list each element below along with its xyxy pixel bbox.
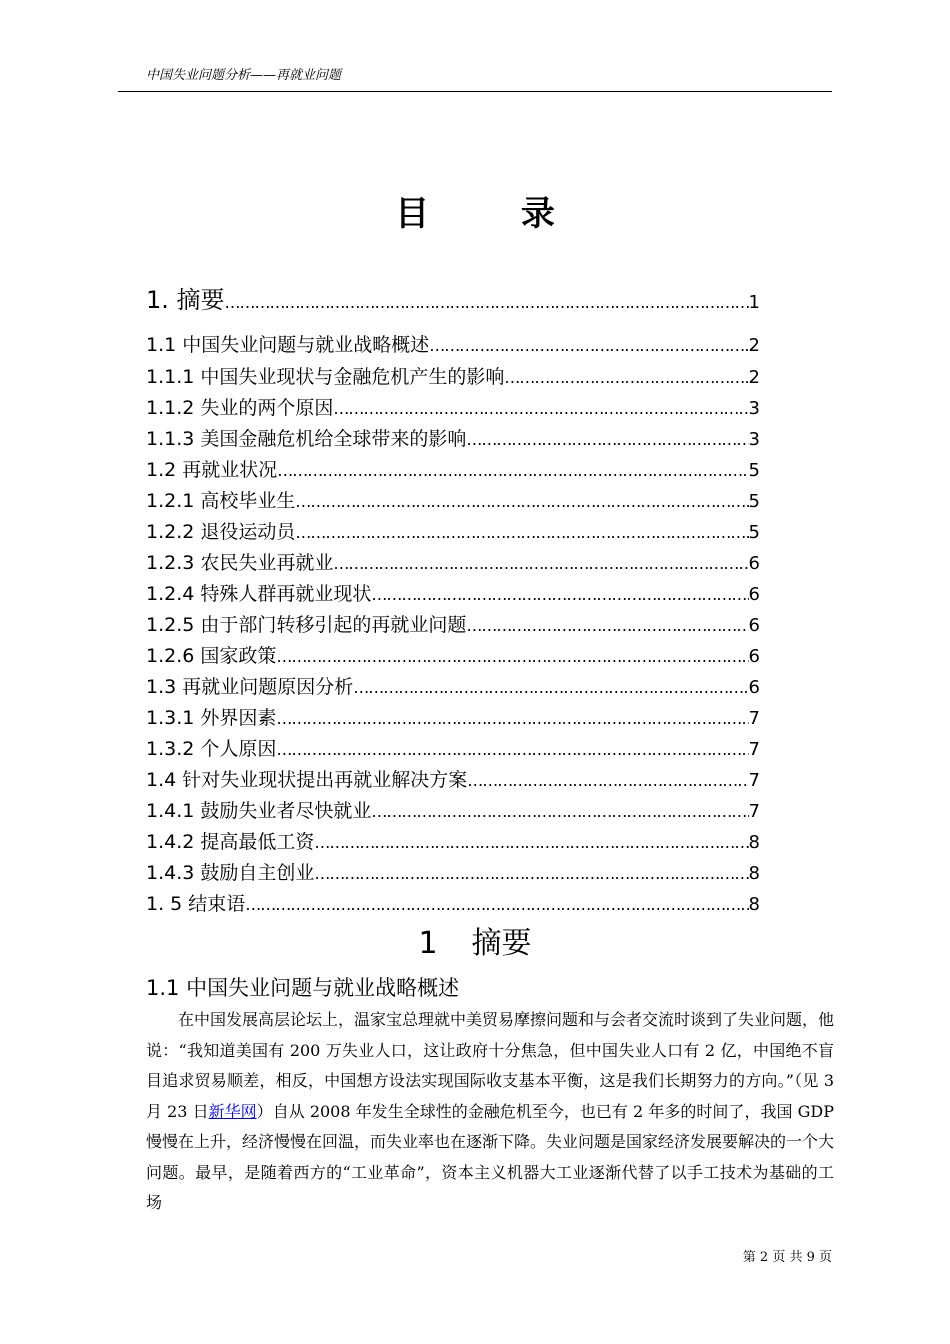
toc-entry-page: 3 <box>748 398 760 419</box>
toc-entry-label: 1. 5 结束语 <box>146 893 246 915</box>
running-header: 中国失业问题分析——再就业问题 <box>146 68 342 83</box>
subsection-heading: 1.1 中国失业问题与就业战略概述 <box>146 976 460 1000</box>
xinhua-link[interactable]: 新华网 <box>208 1101 257 1121</box>
toc-entry-page: 5 <box>748 491 760 512</box>
toc-leader-dots <box>314 827 748 858</box>
toc-entry-label: 1.2 再就业状况 <box>146 459 278 481</box>
section-heading <box>0 918 950 962</box>
toc-leader-dots <box>276 734 748 765</box>
toc-entry-label: 1.1.1 中国失业现状与金融危机产生的影响 <box>146 366 505 388</box>
section-number: 1 <box>418 926 438 961</box>
toc-entry[interactable] <box>146 827 760 858</box>
toc-entry-label: 1.2.1 高校毕业生 <box>146 490 296 512</box>
toc-entry-page: 7 <box>748 770 760 791</box>
toc-entry[interactable] <box>146 455 760 486</box>
toc-entry-page: 7 <box>748 739 760 760</box>
section-title: 摘要 <box>471 926 532 961</box>
toc-entry[interactable] <box>146 362 760 393</box>
toc-entry-page: 8 <box>748 832 760 853</box>
toc-entry-label: 1.2.6 国家政策 <box>146 645 277 667</box>
toc-leader-dots <box>371 796 748 827</box>
toc-entry[interactable] <box>146 548 760 579</box>
toc-leader-dots <box>467 765 748 796</box>
body-paragraph <box>146 1005 834 1219</box>
toc-entry-page: 2 <box>748 367 760 388</box>
toc-entry-page: 8 <box>748 863 760 884</box>
toc-entry[interactable] <box>146 796 760 827</box>
page-footer: 第 2 页 共 9 页 <box>742 1250 832 1265</box>
body-text-end: ）自从 2008 年发生全球性的金融危机至今，也已有 2 年多的时间了，我国 GDP 慢慢在上升，经济慢慢在回温，而失业率也在逐渐下降。失业问题是国家经济发展要解决的一个大问题。最早，是随着西方的“工业革命”，资本主义机器大工业逐渐代替了以手工技术为基础的工场 <box>146 1101 835 1212</box>
toc-entry-label: 1.3.1 外界因素 <box>146 707 277 729</box>
table-of-contents <box>146 282 760 920</box>
toc-entry-page: 1 <box>748 292 760 313</box>
toc-entry-label: 1.3 再就业问题原因分析 <box>146 676 354 698</box>
toc-entry[interactable] <box>146 424 760 455</box>
toc-leader-dots <box>466 424 748 455</box>
toc-entry-page: 6 <box>748 584 760 605</box>
toc-entry-label: 1.2.3 农民失业再就业 <box>146 552 334 574</box>
toc-entry-page: 5 <box>748 460 760 481</box>
toc-leader-dots <box>333 548 748 579</box>
toc-entry-label: 1. 摘要 <box>146 286 225 314</box>
toc-entry-page: 3 <box>748 429 760 450</box>
toc-entry[interactable] <box>146 703 760 734</box>
toc-entry-label: 1.1.3 美国金融危机给全球带来的影响 <box>146 428 467 450</box>
toc-entry-label: 1.4.3 鼓励自主创业 <box>146 862 315 884</box>
toc-entry[interactable] <box>146 765 760 796</box>
toc-leader-dots <box>353 672 748 703</box>
toc-entry[interactable] <box>146 486 760 517</box>
toc-leader-dots <box>245 889 748 920</box>
toc-leader-dots <box>276 641 748 672</box>
toc-entry-page: 7 <box>748 708 760 729</box>
toc-title: 目 录 <box>395 194 595 234</box>
toc-entry[interactable] <box>146 734 760 765</box>
toc-entry-page: 6 <box>748 615 760 636</box>
toc-leader-dots <box>371 579 748 610</box>
toc-leader-dots <box>295 486 748 517</box>
toc-entry-page: 5 <box>748 522 760 543</box>
toc-leader-dots <box>276 703 748 734</box>
toc-entry-label: 1.1.2 失业的两个原因 <box>146 397 334 419</box>
toc-entry[interactable] <box>146 858 760 889</box>
toc-entry[interactable] <box>146 641 760 672</box>
body-text-start: 在中国发展高层论坛上，温家宝总理就中美贸易摩擦问题和与会者交流时谈到了失业问题，他说：“我知道美国有 200 万失业人口，这让政府十分焦急，但中国失业人口有 2 亿，中国绝不盲目追求贸易顺差，相反，中国想方设法实现国际收支基本平衡，这是我们长期努力的方向。”（见 3 月 23 日 <box>146 1010 835 1121</box>
toc-entry-page: 6 <box>748 646 760 667</box>
toc-entry-page: 6 <box>748 553 760 574</box>
toc-leader-dots <box>295 517 748 548</box>
toc-entry[interactable] <box>146 579 760 610</box>
toc-entry[interactable] <box>146 672 760 703</box>
toc-leader-dots <box>333 393 748 424</box>
toc-entry[interactable] <box>146 889 760 920</box>
toc-entry-page: 6 <box>748 677 760 698</box>
toc-entry[interactable] <box>146 393 760 424</box>
toc-leader-dots <box>504 362 748 393</box>
toc-entry-label: 1.3.2 个人原因 <box>146 738 277 760</box>
toc-entry-label: 1.4.2 提高最低工资 <box>146 831 315 853</box>
toc-leader-dots <box>314 858 748 889</box>
toc-entry-label: 1.2.5 由于部门转移引起的再就业问题 <box>146 614 467 636</box>
toc-entry-page: 7 <box>748 801 760 822</box>
toc-entry-label: 1.2.4 特殊人群再就业现状 <box>146 583 372 605</box>
toc-entry-label: 1.4 针对失业现状提出再就业解决方案 <box>146 769 468 791</box>
toc-entry[interactable] <box>146 610 760 641</box>
toc-entry[interactable] <box>146 517 760 548</box>
toc-leader-dots <box>277 455 748 486</box>
toc-leader-dots <box>225 285 749 321</box>
toc-entry-label: 1.2.2 退役运动员 <box>146 521 296 543</box>
toc-entry-label: 1.1 中国失业问题与就业战略概述 <box>146 334 430 356</box>
toc-entry-label: 1.4.1 鼓励失业者尽快就业 <box>146 800 372 822</box>
toc-entry[interactable] <box>146 330 760 362</box>
toc-entry-page: 8 <box>748 894 760 915</box>
toc-leader-dots <box>466 610 748 641</box>
toc-entry-page: 2 <box>748 335 760 356</box>
header-rule <box>118 91 832 92</box>
toc-entry[interactable] <box>146 282 760 322</box>
toc-leader-dots <box>429 330 748 361</box>
